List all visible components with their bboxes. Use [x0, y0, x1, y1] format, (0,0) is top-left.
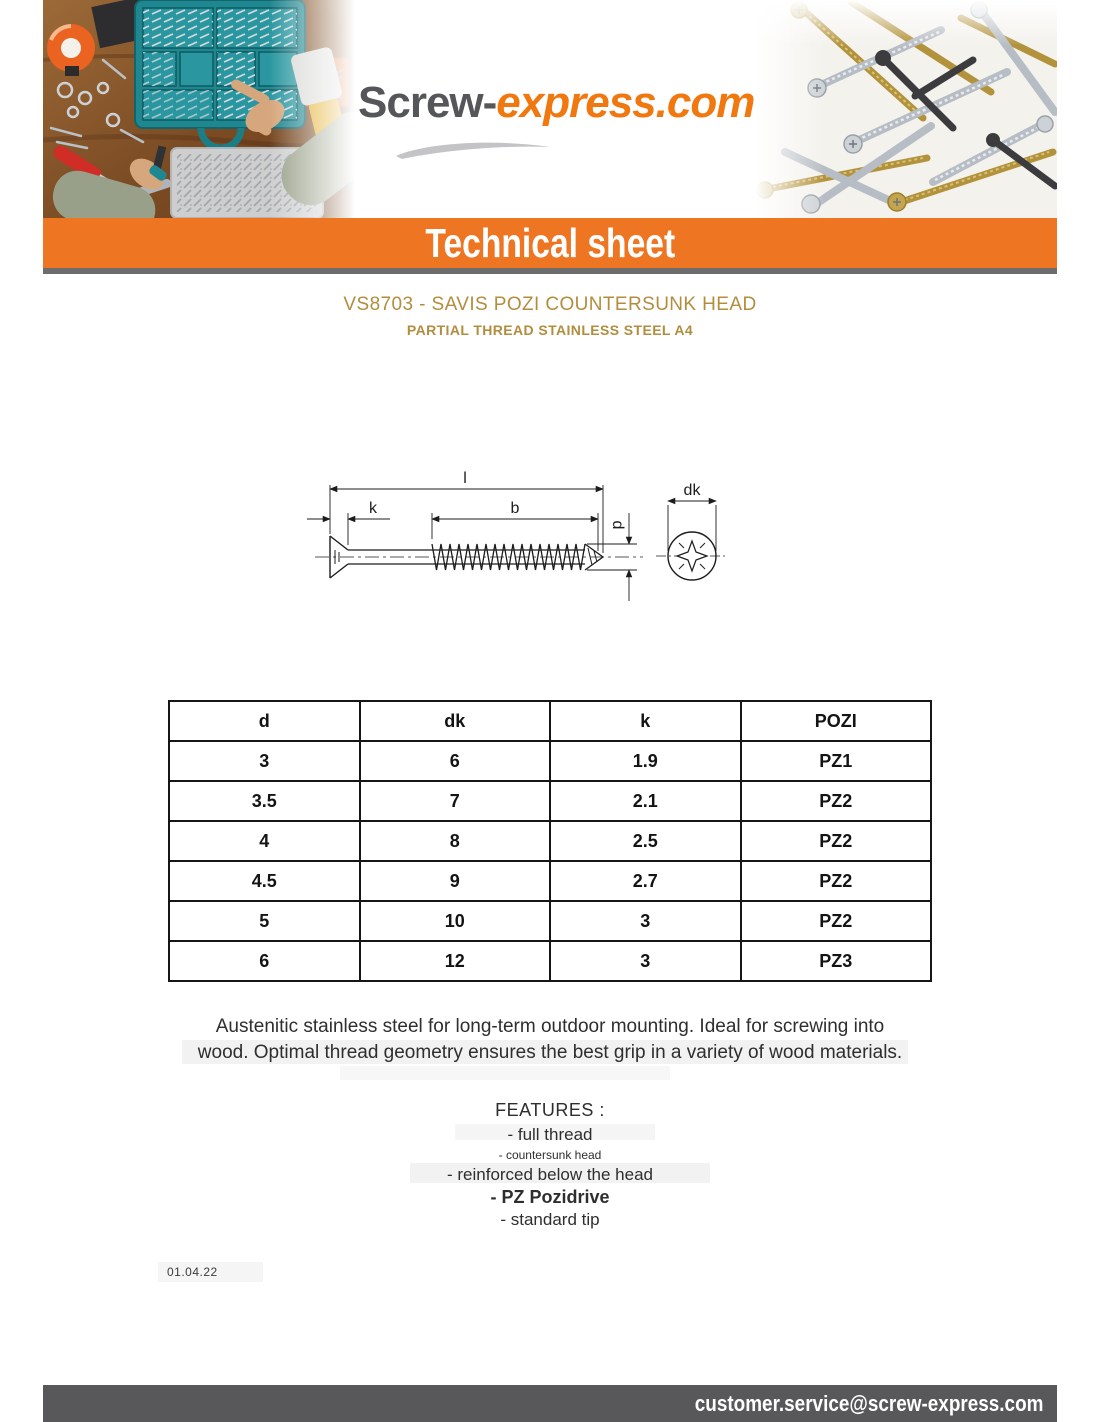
feature-item: - countersunk head [498, 1148, 602, 1162]
screws-photo-image [755, 0, 1057, 218]
logo-swoosh [392, 140, 554, 160]
col-header-d: d [169, 701, 360, 741]
feature-item: - PZ Pozidrive [490, 1187, 610, 1207]
support-email: customer.service@screw-express.com [694, 1390, 1043, 1416]
brand-logo-text-gray: Screw- [358, 78, 497, 127]
cell-d: 3 [169, 741, 360, 781]
cell-d: 6 [169, 941, 360, 981]
description-line-1: Austenitic stainless steel for long-term outdoor mounting. Ideal for screwing into [215, 1016, 885, 1037]
cell-dk: 9 [360, 861, 551, 901]
cell-dk: 8 [360, 821, 551, 861]
features-list [0, 1124, 1100, 1231]
dim-label-diameter: d [609, 520, 626, 530]
cell-pozi: PZ3 [741, 941, 932, 981]
workbench-photo [43, 0, 355, 218]
cell-d: 3.5 [169, 781, 360, 821]
table-row [169, 861, 931, 901]
brand-logo [358, 78, 754, 128]
cell-k: 3 [550, 941, 741, 981]
banner-title: Technical sheet [425, 219, 675, 266]
feature-item: - reinforced below the head [446, 1165, 654, 1184]
table-row [169, 821, 931, 861]
cell-pozi: PZ2 [741, 901, 932, 941]
dim-label-thread-length: b [510, 500, 520, 517]
features-heading: FEATURES : [495, 1100, 605, 1120]
screws-photo [755, 0, 1057, 218]
dim-label-head-height: k [369, 500, 377, 517]
cell-dk: 6 [360, 741, 551, 781]
cell-pozi: PZ2 [741, 781, 932, 821]
product-title: VS8703 - SAVIS POZI COUNTERSUNK HEAD [343, 294, 757, 315]
table-row [169, 781, 931, 821]
revision-date: 01.04.22 [167, 1265, 218, 1279]
col-header-k: k [550, 701, 741, 741]
footer-bar [43, 1385, 1057, 1422]
banner-underline [43, 268, 1057, 274]
cell-k: 2.5 [550, 821, 741, 861]
table-row [169, 741, 931, 781]
features-section [0, 1100, 1100, 1231]
dim-label-head-diameter: dk [683, 482, 701, 499]
spec-table-header-row [169, 701, 931, 741]
col-header-pozi: POZI [741, 701, 932, 741]
col-header-dk: dk [360, 701, 551, 741]
spec-table [168, 700, 932, 982]
description-text [0, 1014, 1100, 1066]
product-subtitle: PARTIAL THREAD STAINLESS STEEL A4 [406, 322, 694, 338]
cell-pozi: PZ2 [741, 821, 932, 861]
feature-item: - full thread [507, 1125, 593, 1144]
cell-dk: 10 [360, 901, 551, 941]
cell-dk: 12 [360, 941, 551, 981]
table-row [169, 941, 931, 981]
cell-k: 2.7 [550, 861, 741, 901]
cell-k: 2.1 [550, 781, 741, 821]
cell-d: 5 [169, 901, 360, 941]
dim-label-length: l [463, 470, 467, 487]
brand-logo-text-orange: express.com [496, 78, 755, 127]
cell-d: 4 [169, 821, 360, 861]
cell-pozi: PZ1 [741, 741, 932, 781]
cell-k: 3 [550, 901, 741, 941]
technical-sheet-banner [43, 218, 1057, 268]
cell-k: 1.9 [550, 741, 741, 781]
scan-artifact [340, 1066, 670, 1080]
cell-d: 4.5 [169, 861, 360, 901]
workbench-photo-image [43, 0, 355, 218]
screw-dimension-diagram [295, 455, 745, 610]
description-line-2: wood. Optimal thread geometry ensures the best grip in a variety of wood materials. [197, 1042, 903, 1063]
cell-dk: 7 [360, 781, 551, 821]
cell-pozi: PZ2 [741, 861, 932, 901]
feature-item: - standard tip [500, 1210, 600, 1229]
table-row [169, 901, 931, 941]
